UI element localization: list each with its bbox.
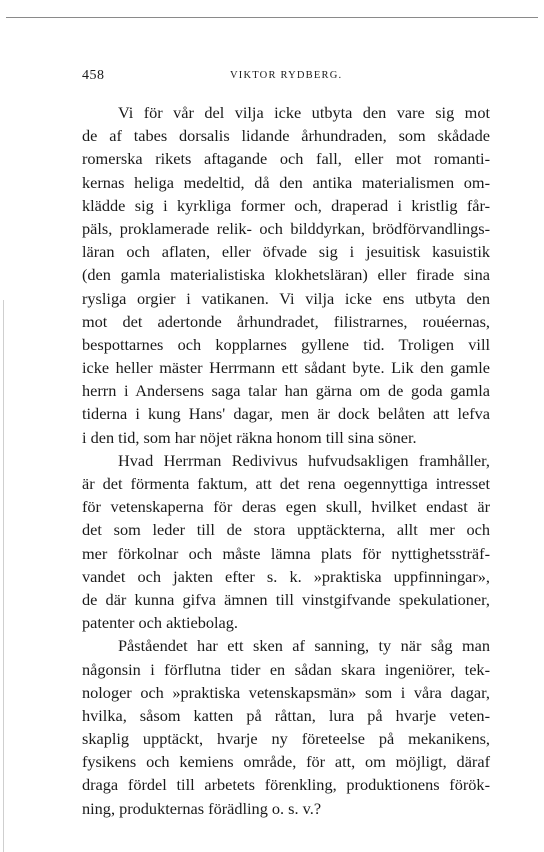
page-edge-line bbox=[3, 300, 4, 852]
text-line: de där kunna gifva ämnen till vinstgifvande spekulationer, bbox=[82, 589, 490, 609]
text-line: mot det adertonde århundradet, filistrarnes, rouéernas, bbox=[82, 311, 490, 331]
text-line: tiderna i kung Hans' dagar, men är dock belåten att lefva bbox=[82, 404, 490, 424]
text-line: herrn i Andersens saga talar han gärna om de goda gamla bbox=[82, 381, 490, 401]
text-line: någonsin i förflutna tider en sådan skara ingeniörer, tek- bbox=[82, 659, 490, 679]
text-line: patenter och aktiebolag. bbox=[82, 613, 238, 633]
text-line: päls, proklamerade relik- och bilddyrkan, brödförvandlings- bbox=[82, 218, 490, 238]
text-line: rysliga orgier i vatikanen. Vi vilja icke ens utbyta den bbox=[82, 288, 490, 308]
text-line: för vetenskaperna för deras egen skull, hvilket endast är bbox=[82, 497, 490, 517]
running-head: VIKTOR RYDBERG. bbox=[230, 70, 343, 81]
page-number: 458 bbox=[82, 68, 105, 83]
text-line: romerska rikets aftagande och fall, eller mot romanti- bbox=[82, 149, 490, 169]
text-line: läran och aflaten, eller öfvade sig i jesuitisk kasuistik bbox=[82, 242, 490, 262]
text-line: icke heller mäster Herrmann ett sådant byte. Lik den gamle bbox=[82, 358, 490, 378]
text-line: Vi för vår del vilja icke utbyta den vare sig mot bbox=[118, 103, 490, 122]
text-line: hvilka, såsom katten på råttan, lura på hvarje veten- bbox=[82, 705, 490, 725]
paragraph-2 bbox=[82, 449, 490, 635]
text-line: kernas heliga medeltid, då den antika materialismen om- bbox=[82, 172, 490, 192]
text-line: skaplig upptäckt, hvarje ny företeelse på mekanikens, bbox=[82, 729, 490, 749]
text-line: nologer och »praktiska vetenskapsmän» som i våra dagar, bbox=[82, 682, 490, 702]
text-line: (den gamla materialistiska klokhetsläran) eller firade sina bbox=[82, 265, 490, 285]
text-line: fysikens och kemiens område, för att, om möjligt, däraf bbox=[82, 752, 490, 772]
page-header bbox=[82, 68, 462, 86]
text-line: bespottarnes och kopplarnes gyllene tid. Troligen vill bbox=[82, 334, 490, 354]
text-line: är det förmenta faktum, att det rena oegennyttiga intresset bbox=[82, 474, 490, 493]
paragraph-3 bbox=[82, 634, 490, 820]
text-line: i den tid, som har nöjet räkna honom till sina söner. bbox=[82, 427, 417, 447]
text-line: de af tabes dorsalis lidande århundraden, som skådade bbox=[82, 126, 490, 146]
top-border-line bbox=[6, 17, 538, 18]
text-line: Påståendet har ett sken af sanning, ty när såg man bbox=[118, 636, 490, 656]
text-line: Hvad Herrman Redivivus hufvudsakligen framhåller, bbox=[118, 450, 490, 470]
text-line: klädde sig i kyrkliga former och, draperad i kristlig får- bbox=[82, 195, 490, 215]
text-line: draga fördel till arbetets förenkling, produktionens förök- bbox=[82, 775, 490, 795]
text-line: vandet och jakten efter s. k. »praktiska uppfinningar», bbox=[82, 566, 490, 586]
paragraph-1 bbox=[82, 101, 490, 449]
text-line: mer förkolnar och måste lämna plats för nyttighetssträf- bbox=[82, 543, 490, 563]
text-line: ning, produkternas förädling o. s. v.? bbox=[82, 798, 322, 818]
text-line: det som leder till de stora upptäckterna, allt mer och bbox=[82, 520, 490, 540]
body-text bbox=[82, 101, 490, 820]
